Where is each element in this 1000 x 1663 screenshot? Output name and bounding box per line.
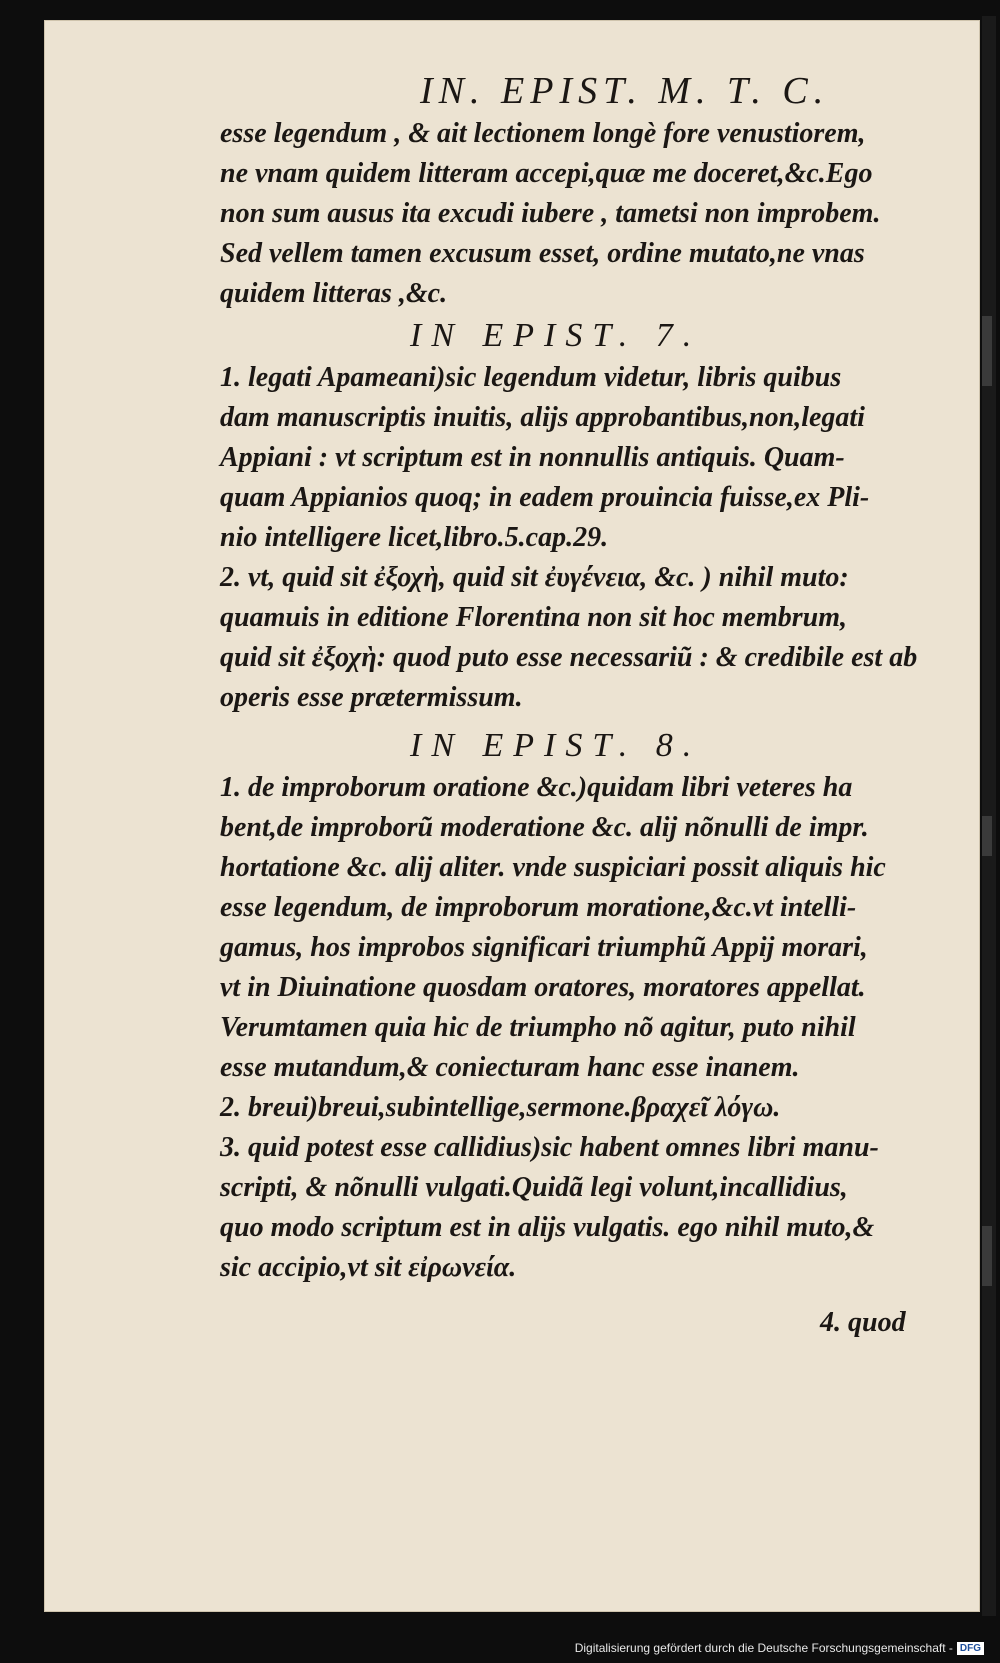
text-line: quid sit ἐξοχὴ: quod puto esse necessariũ : & credibile est ab [220,642,918,673]
text-line: esse legendum, de improborum moratione,&c.vt intelli- [220,892,857,923]
edge-notch [982,1226,992,1286]
text-line: Verumtamen quia hic de triumpho nõ agitur, puto nihil [220,1012,856,1043]
edge-notch [982,816,992,856]
footer-text: Digitalisierung gefördert durch die Deutsche Forschungsgemeinschaft - [574,1641,953,1655]
text-line: quidem litteras ,&c. [220,278,448,309]
text-line: hortatione &c. alij aliter. vnde suspiciari possit aliquis hic [220,852,886,883]
text-line: 3. quid potest esse callidius)sic habent omnes libri manu- [220,1132,879,1163]
catchword: 4. quod [820,1307,906,1338]
text-line: dam manuscriptis inuitis, alijs approbantibus,non,legati [220,402,865,433]
text-line: 2. vt, quid sit ἐξοχὴ, quid sit ἐυγένεια, &c. ) nihil muto: [220,562,849,593]
page-text [220,68,970,1288]
text-line: quamuis in editione Florentina non sit hoc membrum, [220,602,848,633]
dfg-logo: DFG [957,1642,984,1655]
text-line: esse legendum , & ait lectionem longè fore venustiorem, [220,118,866,149]
text-line: gamus, hos improbos significari triumphũ Appij morari, [220,932,868,963]
text-line: 1. de improborum oratione &c.)quidam libri veteres ha [220,772,853,803]
text-line: sic accipio,vt sit εἰρωνεία. [220,1252,517,1283]
running-head: IN. EPIST. M. T. C. [420,70,830,112]
text-section-epist-7 [220,358,970,718]
text-line: 1. legati Apameani)sic legendum videtur, libris quibus [220,362,842,393]
text-line: bent,de improborũ moderatione &c. alij nõnulli de impr. [220,812,869,843]
text-line: Appiani : vt scriptum est in nonnullis antiquis. Quam- [220,442,845,473]
text-line: quo modo scriptum est in alijs vulgatis. ego nihil muto,& [220,1212,875,1243]
text-section-top [220,114,970,314]
digitization-footer [575,1641,984,1655]
heading-epist-8: IN EPIST. 8. [410,727,702,764]
text-line: ne vnam quidem litteram accepi,quæ me doceret,&c.Ego [220,158,873,189]
text-line: operis esse prætermissum. [220,682,523,713]
text-line: Sed vellem tamen excusum esset, ordine mutato,ne vnas [220,238,865,269]
text-line: nio intelligere licet,libro.5.cap.29. [220,522,609,553]
text-line: scripti, & nõnulli vulgati.Quidã legi volunt,incallidius, [220,1172,848,1203]
heading-epist-7: IN EPIST. 7. [410,317,702,354]
text-line: quam Appianios quoq; in eadem prouincia fuisse,ex Pli- [220,482,870,513]
text-line: esse mutandum,& coniecturam hanc esse inanem. [220,1052,800,1083]
text-line: non sum ausus ita excudi iubere , tametsi non improbem. [220,198,881,229]
text-line: 2. breui)breui,subintellige,sermone.βραχεῖ λόγω. [220,1092,781,1123]
edge-notch [982,316,992,386]
text-section-epist-8 [220,768,970,1288]
text-line: vt in Diuinatione quosdam oratores, moratores appellat. [220,972,866,1003]
page-edge-strip [982,16,996,1616]
